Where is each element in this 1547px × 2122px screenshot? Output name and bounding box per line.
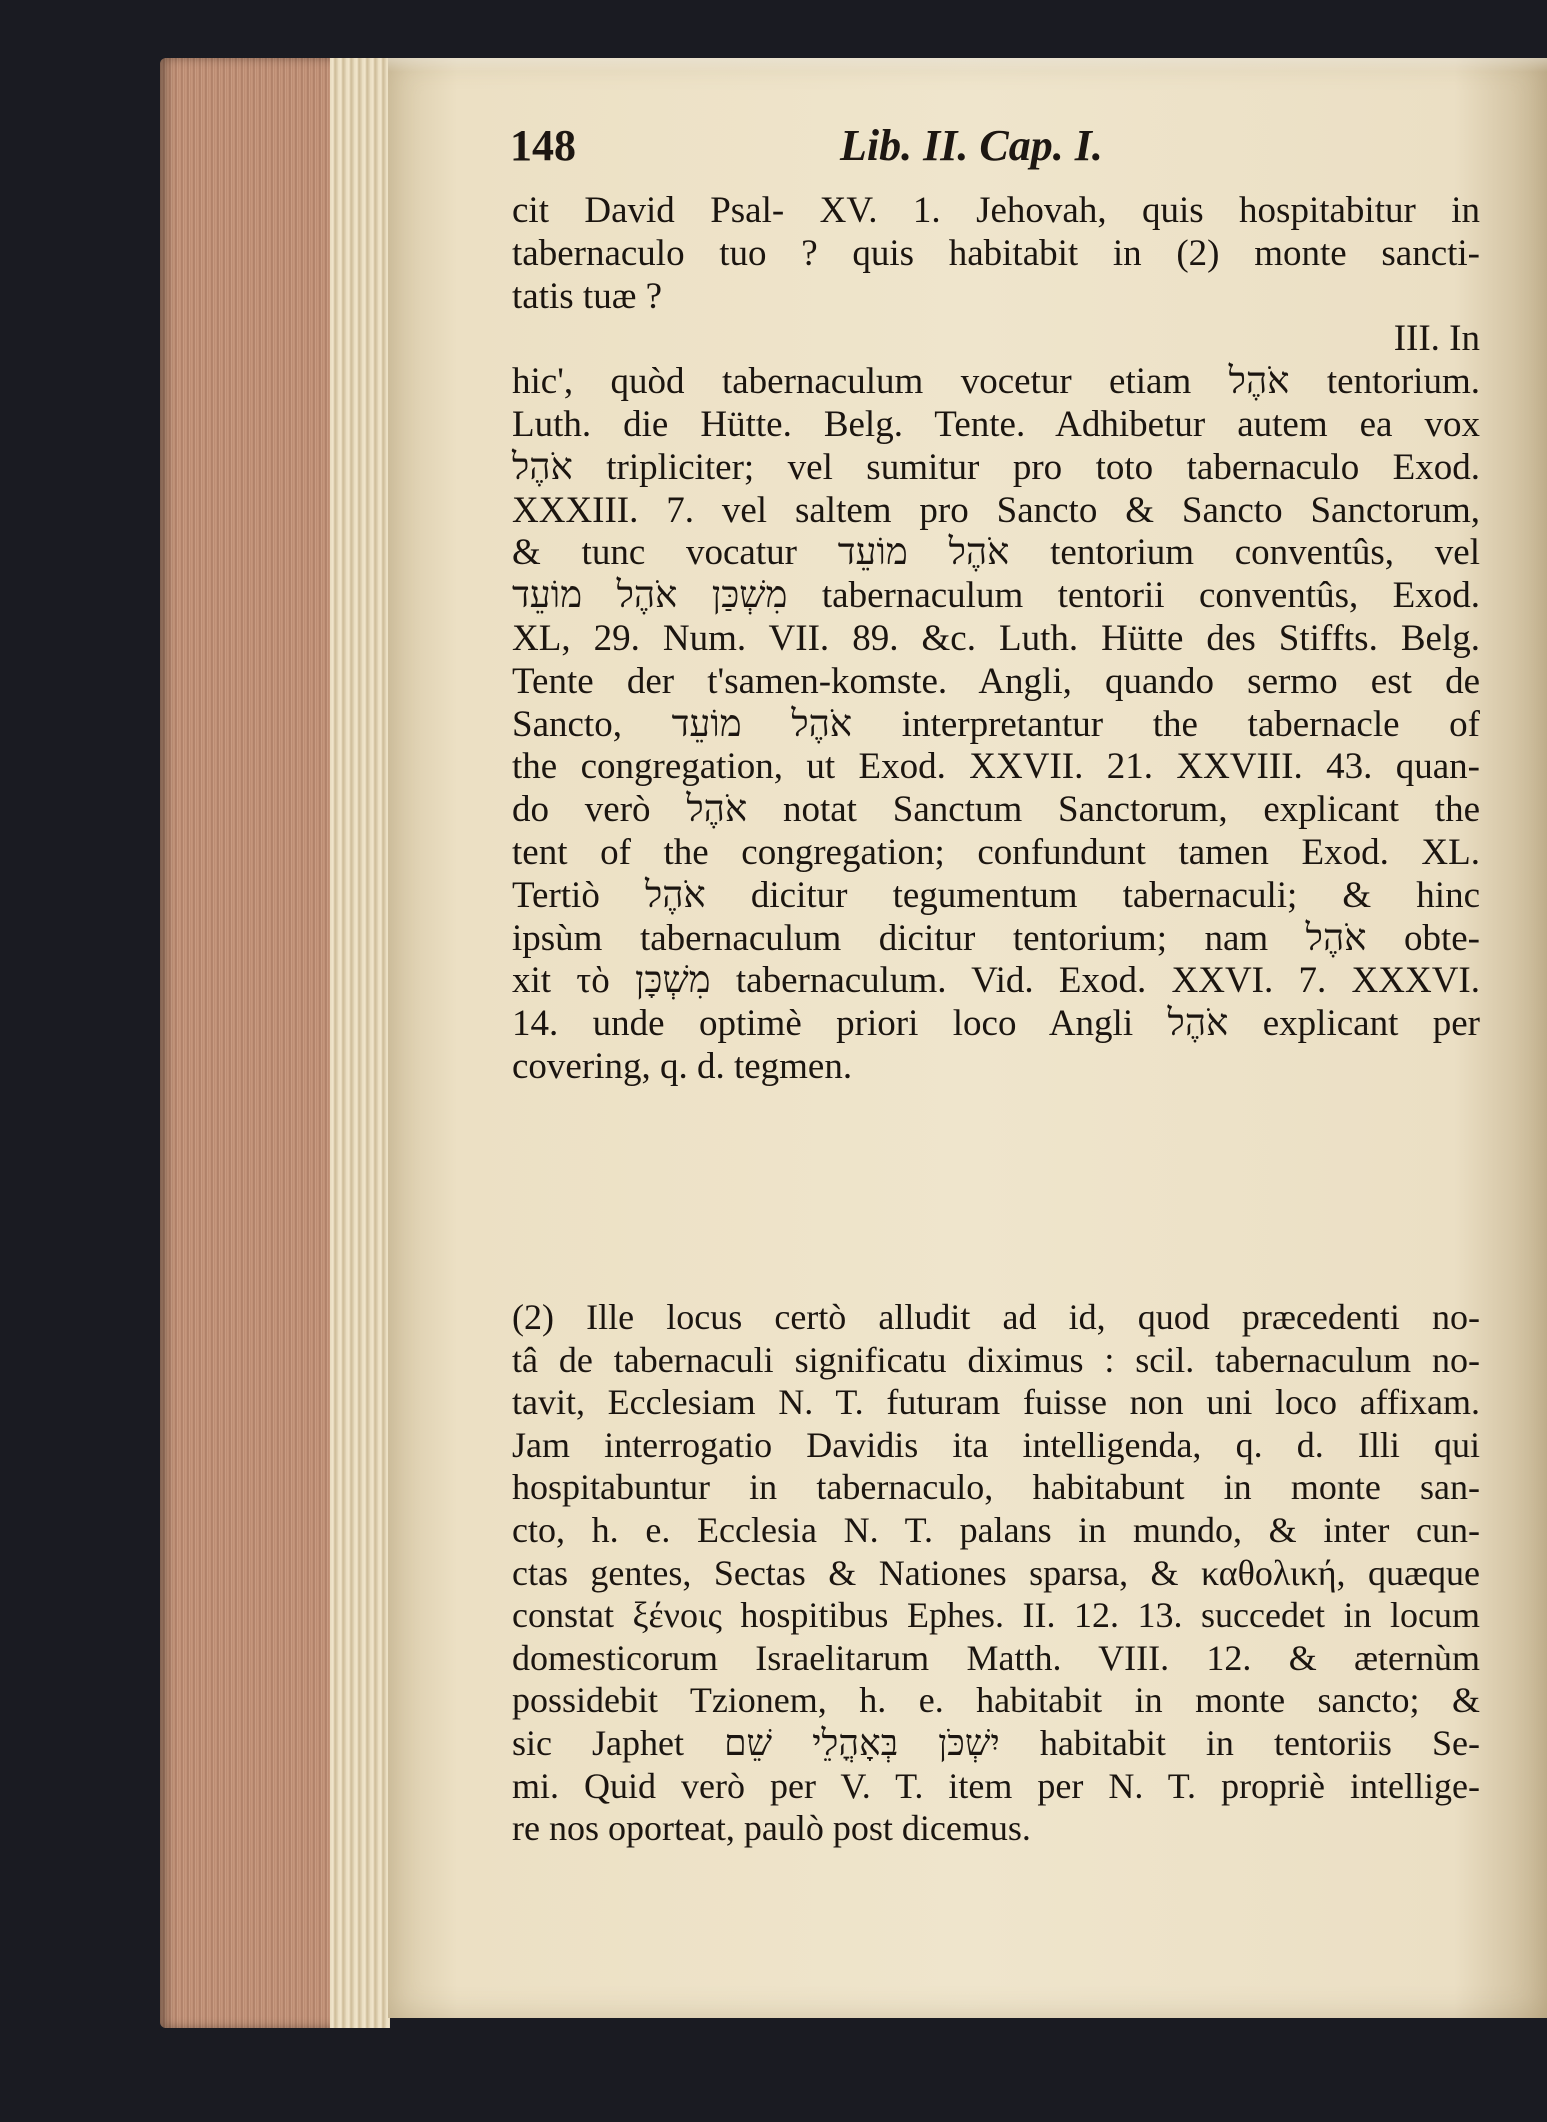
text-line: hic', quòd tabernaculum vocetur etiam אֹהֶל tentorium. [512, 361, 1480, 403]
note-line: re nos oporteat, paulò post dicemus. [512, 1808, 1031, 1849]
text-line: the congregation, ut Exod. XXVII. 21. XXVIII. 43. quan- [512, 746, 1480, 788]
footnote [512, 1296, 1480, 1850]
note-line: tavit, Ecclesiam N. T. futuram fuisse non uni loco affixam. [512, 1382, 1480, 1423]
running-head [510, 120, 1470, 180]
chapter-heading: Lib. II. Cap. I. [840, 121, 1103, 170]
text-line: Tertiò אֹהֶל dicitur tegumentum tabernaculi; & hinc [512, 874, 1480, 916]
section-number: III. In [1393, 318, 1480, 360]
text-line: Tente der t'samen-komste. Angli, quando sermo est de [512, 660, 1480, 702]
text-line: & tunc vocatur אֹהֶל מוֹעֵד tentorium conventûs, vel [512, 532, 1480, 574]
note-line: possidebit Tzionem, h. e. habitabit in monte sancto; & [512, 1680, 1480, 1721]
text-line: Sancto, אֹהֶל מוֹעֵד interpretantur the tabernacle of [512, 703, 1480, 745]
text-line: xit τὸ מִשְׁכָּן tabernaculum. Vid. Exod. XXVI. 7. XXXVI. [512, 960, 1480, 1002]
text-line: covering, q. d. tegmen. [512, 1045, 853, 1087]
note-line: cto, h. e. Ecclesia N. T. palans in mundo, & inter cun- [512, 1509, 1480, 1550]
text-line: cit David Psal- XV. 1. Jehovah, quis hospitabitur in [512, 190, 1480, 231]
note-line: ctas gentes, Sectas & Nationes sparsa, & καθολική, quæque [512, 1552, 1480, 1593]
note-line: domesticorum Israelitarum Matth. VIII. 12. & æternùm [512, 1637, 1480, 1678]
page-stack [330, 58, 390, 2028]
note-line: hospitabuntur in tabernaculo, habitabunt in monte san- [512, 1467, 1480, 1508]
text-line: אֹהֶל tripliciter; vel sumitur pro toto tabernaculo Exod. [512, 446, 1480, 488]
page-highlight [388, 58, 1547, 72]
text-line: XXXIII. 7. vel saltem pro Sancto & Sancto Sanctorum, [512, 489, 1480, 531]
main-text [512, 190, 1480, 1089]
text-line: מִשְׁכַּן אֹהֶל מוֹעֵד tabernaculum tentorii conventûs, Exod. [512, 575, 1480, 617]
text-line: 14. unde optimè priori loco Angli אֹהֶל explicant per [512, 1003, 1480, 1045]
text-line: tabernaculo tuo ? quis habitabit in (2) monte sancti- [512, 232, 1480, 274]
text-line: tent of the congregation; confundunt tamen Exod. XL. [512, 831, 1480, 873]
text-line: XL, 29. Num. VII. 89. &c. Luth. Hütte des Stiffts. Belg. [512, 617, 1480, 659]
note-line: constat ξένοις hospitibus Ephes. II. 12. 13. succedet in locum [512, 1595, 1480, 1636]
note-line: mi. Quid verò per V. T. item per N. T. propriè intellige- [512, 1765, 1480, 1806]
note-line: (2) Ille locus certò alludit ad id, quod præcedenti no- [512, 1297, 1480, 1337]
text-line: do verò אֹהֶל notat Sanctum Sanctorum, explicant the [512, 789, 1480, 831]
page-number: 148 [510, 121, 576, 170]
note-line: sic Japhet יִשְׁכֹּן בְּאָהֳלֵי שֵׁם habitabit in tentoriis Se- [512, 1722, 1480, 1763]
text-line: ipsùm tabernaculum dicitur tentorium; nam אֹהֶל obte- [512, 917, 1480, 959]
text-line: Luth. die Hütte. Belg. Tente. Adhibetur autem ea vox [512, 403, 1480, 445]
note-line: tâ de tabernaculi significatu diximus : scil. tabernaculum no- [512, 1339, 1480, 1380]
text-line: tatis tuæ ? [512, 275, 663, 317]
note-line: Jam interrogatio Davidis ita intelligenda, q. d. Illi qui [512, 1424, 1480, 1465]
